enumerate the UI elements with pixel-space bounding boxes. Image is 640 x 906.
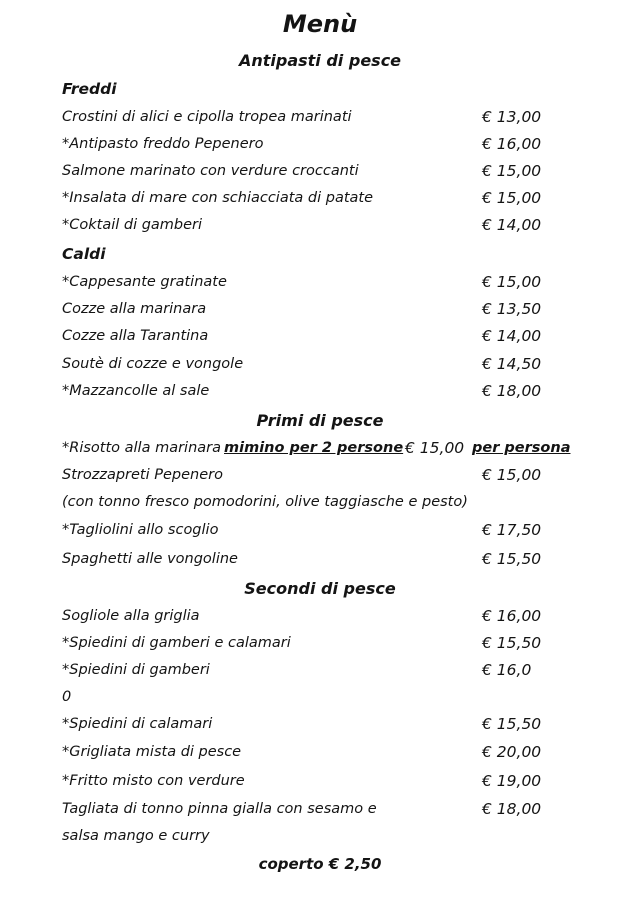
menu-item-note: mimino per 2 persone (224, 440, 404, 456)
menu-item-price: € 16,0 (482, 661, 532, 679)
menu-item-name: *Spiedini di gamberi e calamari (62, 635, 291, 651)
subsection-caldi-heading: Caldi (62, 245, 106, 263)
menu-item-price: € 15,00 (482, 189, 542, 207)
menu-item-price: € 15,50 (482, 715, 542, 733)
menu-item-name: Cozze alla marinara (62, 301, 207, 317)
menu-item-name: *Mazzancolle al sale (62, 383, 210, 399)
menu-item-name: *Spiedini di gamberi (62, 662, 210, 678)
menu-item-name: *Antipasto freddo Pepenero (62, 136, 264, 152)
menu-item-price-unit: per persona (472, 440, 571, 456)
subsection-freddi-heading: Freddi (62, 80, 117, 98)
menu-item-name: Crostini di alici e cipolla tropea marinati (62, 109, 352, 125)
menu-item-name: salsa mango e curry (62, 828, 210, 844)
menu-item-price: € 19,00 (482, 772, 542, 790)
menu-item-name: *Grigliata mista di pesce (62, 744, 242, 760)
section-antipasti-heading: Antipasti di pesce (238, 51, 402, 70)
section-secondi-heading: Secondi di pesce (244, 579, 396, 598)
menu-item-name: *Fritto misto con verdure (62, 773, 245, 789)
menu-item-name: Spaghetti alle vongoline (62, 551, 238, 567)
cover-charge: coperto € 2,50 (258, 855, 382, 873)
page-title: Menù (282, 10, 358, 38)
menu-item-price: € 17,50 (482, 521, 542, 539)
menu-item-description: (con tonno fresco pomodorini, olive taggiasche e pesto) (62, 494, 468, 510)
menu-item-name: *Risotto alla marinara (62, 440, 221, 456)
menu-item-name: Salmone marinato con verdure croccanti (62, 163, 359, 179)
menu-item-price: € 15,50 (482, 550, 542, 568)
menu-item-price: € 15,00 (482, 273, 542, 291)
section-primi-heading: Primi di pesce (256, 411, 384, 430)
menu-item-price: € 15,00 (482, 162, 542, 180)
menu-item-price: € 16,00 (482, 135, 542, 153)
menu-item-price: € 18,00 (482, 800, 542, 818)
menu-item-price: € 13,50 (482, 300, 542, 318)
menu-item-name: *Coktail di gamberi (62, 217, 203, 233)
menu-item-name: *Spiedini di calamari (62, 716, 213, 732)
menu-item-name: *Tagliolini allo scoglio (62, 522, 219, 538)
menu-item-price: € 20,00 (482, 743, 542, 761)
menu-item-price: € 18,00 (482, 382, 542, 400)
menu-item-price: € 15,00 (482, 466, 542, 484)
menu-item-price: € 16,00 (482, 607, 542, 625)
menu-item-name: *Insalata di mare con schiacciata di patate (62, 190, 374, 206)
menu-item-price: € 14,00 (482, 216, 542, 234)
menu-item-price: € 15,00 (405, 439, 465, 457)
menu-item-price: € 13,00 (482, 108, 542, 126)
menu-item-price: € 14,50 (482, 355, 542, 373)
menu-item-price: € 15,50 (482, 634, 542, 652)
menu-item-name: 0 (62, 689, 72, 705)
menu-item-name: Cozze alla Tarantina (62, 328, 209, 344)
menu-item-price: € 14,00 (482, 327, 542, 345)
menu-item-name: Tagliata di tonno pinna gialla con sesamo e (62, 801, 377, 817)
menu-item-name: Strozzapreti Pepenero (62, 467, 223, 483)
menu-item-name: Soutè di cozze e vongole (62, 356, 244, 372)
menu-item-name: *Cappesante gratinate (62, 274, 227, 290)
menu-item-name: Sogliole alla griglia (62, 608, 200, 624)
